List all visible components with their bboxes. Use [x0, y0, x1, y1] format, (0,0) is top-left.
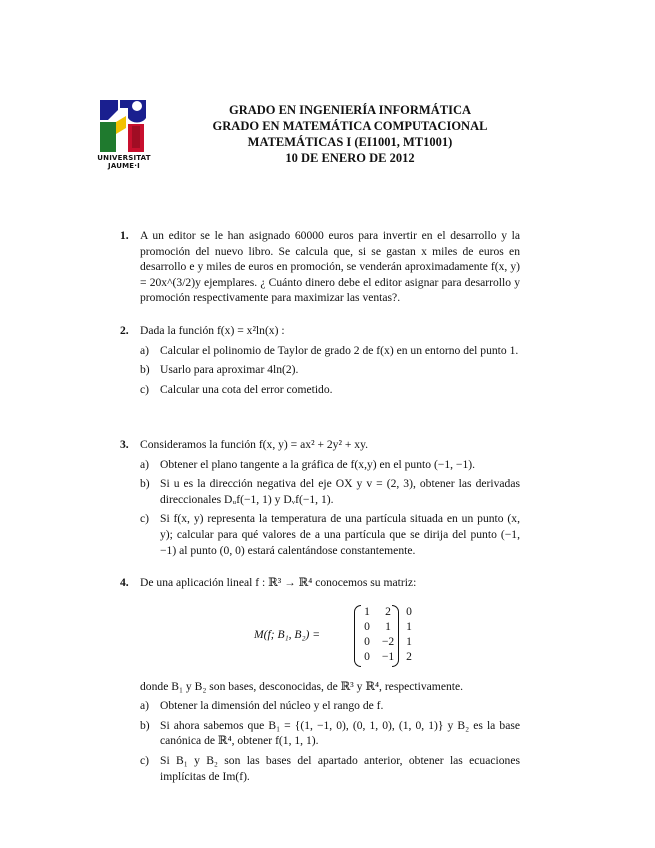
problem-number: 3.	[120, 438, 129, 451]
subquestion-label: a)	[140, 457, 150, 471]
subquestion-label: a)	[140, 699, 150, 713]
matrix-cell: 1	[406, 619, 412, 633]
matrix-label: M(f; B₁, B₂) =	[254, 627, 321, 641]
matrix-cell: 1	[385, 619, 391, 633]
problem-number: 1.	[120, 229, 129, 242]
matrix-cell: 1	[364, 604, 370, 618]
subquestion-text: Si f(x, y) representa la temperatura de una partícula situada en un punto (x, y); calcular para qué valores de a una partícula que se dirija del punto (−1, −1) al punto (0, 0) estará calentándose constantemente.	[160, 512, 520, 557]
logo-text	[96, 154, 152, 170]
problem-statement: De una aplicación lineal f : ℝ³ → ℝ⁴ conocemos su matriz:	[140, 576, 417, 589]
subquestion-text: Calcular el polinomio de Taylor de grado 2 de f(x) en un entorno del punto 1.	[160, 343, 519, 357]
problem-3	[120, 437, 520, 558]
matrix-note: donde B₁ y B₂ son bases, desconocidas, de ℝ³ y ℝ⁴, respectivamente.	[140, 679, 464, 693]
subquestion-text: Calcular una cota del error cometido.	[160, 382, 333, 396]
matrix-cell: 0	[364, 619, 370, 633]
problem-2	[120, 323, 520, 397]
matrix-cell: 0	[406, 604, 412, 618]
subquestion-a	[140, 698, 520, 714]
matrix-cell: 0	[364, 634, 370, 648]
university-logo	[96, 98, 152, 172]
subquestion-label: c)	[140, 512, 150, 526]
subquestion-c	[140, 382, 520, 398]
subquestion-label: a)	[140, 343, 150, 357]
subquestion-label: b)	[140, 718, 150, 732]
subquestion-text: Obtener la dimensión del núcleo y el rango de f.	[160, 699, 384, 713]
matrix-equation	[120, 605, 520, 667]
degree-title-2: GRADO EN MATEMÁTICA COMPUTACIONAL	[212, 119, 488, 133]
subquestion-text: Si u es la dirección negativa del eje OX y v = (2, 3), obtener las derivadas direccionales Dᵤf(−1, 1) y Dᵥf(−1, 1).	[160, 477, 520, 506]
subquestion-text: Si B₁ y B₂ son las bases del apartado anterior, obtener las ecuaciones implícitas de Im(f).	[160, 753, 520, 783]
subquestion-c	[140, 511, 520, 558]
problem-statement: Consideramos la función f(x, y) = ax² + 2y² + xy.	[140, 438, 369, 451]
logo-line-1: UNIVERSITAT	[97, 154, 151, 162]
problem-number: 2.	[120, 324, 129, 337]
subquestion-label: b)	[140, 363, 150, 377]
right-paren-icon	[392, 605, 399, 667]
subquestion-text: Obtener el plano tangente a la gráfica de f(x,y) en el punto (−1, −1).	[160, 457, 476, 471]
logo-line-2: JAUME·I	[108, 162, 140, 170]
subquestion-c	[140, 753, 520, 784]
exam-date: 10 DE ENERO DE 2012	[285, 151, 415, 165]
course-title: MATEMÁTICAS I (EI1001, MT1001)	[247, 135, 453, 149]
subquestion-text: Si ahora sabemos que B₁ = {(1, −1, 0), (0, 1, 0), (1, 0, 1)} y B₂ es la base canónica de ℝ⁴, obtener f(1, 1, 1).	[160, 718, 520, 748]
subquestion-label: c)	[140, 382, 150, 396]
problem-4	[120, 575, 520, 784]
matrix-cell: −1	[381, 649, 395, 663]
subquestion-text: Usarlo para aproximar 4ln(2).	[160, 363, 299, 377]
matrix-cell: 0	[364, 649, 370, 663]
problem-statement: Dada la función f(x) = x²ln(x) :	[140, 324, 285, 337]
subquestion-label: c)	[140, 753, 150, 767]
logo-mark-icon	[96, 98, 152, 154]
degree-title-1: GRADO EN INGENIERÍA INFORMÁTICA	[228, 103, 472, 117]
subquestion-label: b)	[140, 477, 150, 491]
subquestion-a	[140, 343, 520, 359]
exam-header	[160, 102, 540, 166]
matrix-cell: 1	[406, 634, 412, 648]
problem-statement: A un editor se le han asignado 60000 euros para invertir en el desarrollo y la promoción del nuevo libro. Se calcula que, si se gastan x miles de euros en desarrollo e y miles de euros en promoción, se venderán aproximadamente f(x, y) = 20x^(3/2)y ejemplares. ¿ Cuánto dinero debe el editor asignar para desarrollo y promoción respectivamente para maximizar las ventas?.	[140, 229, 520, 305]
problem-1	[120, 228, 520, 306]
subquestion-b	[140, 718, 520, 749]
subquestion-a	[140, 457, 520, 473]
subquestion-b	[140, 476, 520, 507]
matrix-cell: 2	[406, 649, 412, 663]
matrix-grid	[358, 604, 418, 664]
matrix-cell: 2	[385, 604, 391, 618]
matrix-cell: −2	[381, 634, 395, 648]
problem-number: 4.	[120, 576, 129, 589]
subquestion-b	[140, 362, 520, 378]
